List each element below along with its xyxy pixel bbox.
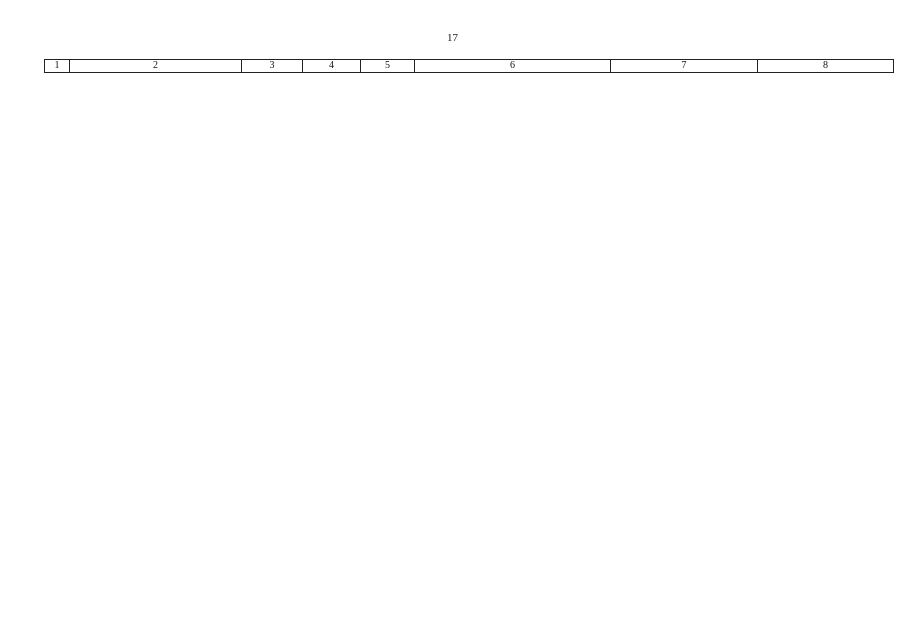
column-header: 3 xyxy=(242,60,303,73)
column-header: 8 xyxy=(758,60,894,73)
program-activities-table xyxy=(44,59,894,73)
column-header: 5 xyxy=(361,60,415,73)
column-header: 4 xyxy=(303,60,361,73)
column-header: 2 xyxy=(70,60,242,73)
column-header: 1 xyxy=(45,60,70,73)
column-header: 6 xyxy=(415,60,611,73)
column-number-header-row xyxy=(45,60,894,73)
column-header: 7 xyxy=(611,60,758,73)
page-number: 17 xyxy=(447,32,458,44)
